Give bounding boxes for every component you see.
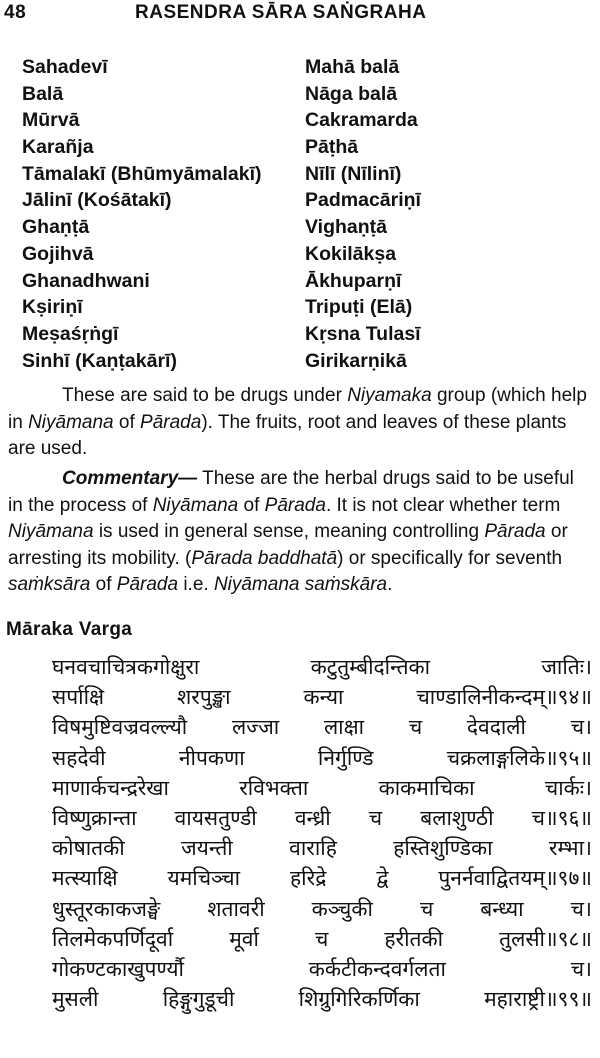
herb-name: Nīlī (Nīlinī) <box>305 162 402 185</box>
herb-name: Kṣiriṇī <box>22 296 83 319</box>
herb-name: Tripuṭi (Elā) <box>305 296 413 319</box>
verse-line: सर्पाक्षि शरपुङ्खा कन्या चाण्डालिनीकन्दम्॥९४॥ <box>52 685 592 710</box>
herb-name: Balā <box>22 82 64 105</box>
herb-row <box>22 321 582 348</box>
herb-name: Mahā balā <box>305 56 400 78</box>
herb-name: Padmacāriṇī <box>305 189 421 212</box>
herb-list <box>22 54 582 374</box>
herb-name: Jālinī (Kośātakī) <box>22 189 172 212</box>
herb-row <box>22 161 582 188</box>
verse-line: मुसली हिङ्गुगुडूची शिग्रुगिरिकर्णिका महाराष्ट्री॥९९॥ <box>52 987 592 1012</box>
herb-row <box>22 268 582 295</box>
verse-line: माणार्कचन्द्ररेखा रविभक्ता काकमाचिका चार्कः। <box>52 775 592 800</box>
herb-row <box>22 348 582 375</box>
herb-name: Ākhuparṇī <box>305 269 402 292</box>
herb-name: Ghaṇṭā <box>22 216 90 239</box>
herb-row <box>22 214 582 241</box>
herb-name: Meṣaśṛṅgī <box>22 322 119 345</box>
verse-line: विष्णुक्रान्ता वायसतुण्डी वन्ध्री च बलाशुण्ठी च॥९६॥ <box>52 805 592 830</box>
herb-name: Vighaṇṭā <box>305 216 387 239</box>
verse-line: घनवचाचित्रकगोक्षुरा कटुतुम्बीदन्तिका जातिः। <box>52 655 592 679</box>
niyamaka-paragraph: These are said to be drugs under Niyamaka group (which help in Niyāmana of Pārada). The fruits, root and leaves of these plants are used. <box>8 385 587 459</box>
section-heading: Māraka Varga <box>6 619 133 640</box>
herb-name: Cakramarda <box>305 109 418 132</box>
commentary-label: Commentary— <box>62 468 198 489</box>
verse-line: कोषातकी जयन्ती वाराहि हस्तिशुण्डिका रम्भा। <box>52 836 592 861</box>
herb-name: Pāṭhā <box>305 136 359 159</box>
herb-row <box>22 241 582 268</box>
herb-name: Sinhī (Kaṇṭakārī) <box>22 349 177 372</box>
verse-line: गोकण्टकाखुपर्ण्यौ कर्कटीकन्दवर्गलता च। <box>52 956 592 981</box>
herb-row <box>22 107 582 134</box>
herb-name: Girikarṇikā <box>305 349 407 372</box>
herb-row <box>22 187 582 214</box>
herb-name: Nāga balā <box>305 82 398 105</box>
herb-name: Mūrvā <box>22 109 80 132</box>
verse-line: विषमुष्टिवज्रवल्ल्यौ लज्जा लाक्षा च देवदाली च। <box>52 715 592 740</box>
herb-name: Kṛsna Tulasī <box>305 322 421 345</box>
herb-name: Gojihvā <box>22 242 94 265</box>
herb-row <box>22 294 582 321</box>
herb-name: Tāmalakī (Bhūmyāmalakī) <box>22 162 262 185</box>
herb-name: Sahadevī <box>22 56 108 78</box>
herb-row <box>22 134 582 161</box>
herb-row <box>22 81 582 108</box>
sanskrit-verses <box>52 652 592 1014</box>
verse-line: धुस्तूरकाकजङ्घे शतावरी कञ्चुकी च बन्ध्या च। <box>52 896 592 921</box>
herb-name: Karañja <box>22 136 94 159</box>
herb-name: Ghanadhwani <box>22 269 150 292</box>
herb-name: Kokilākṣa <box>305 242 397 265</box>
page-number: 48 <box>4 2 27 23</box>
running-title: RASENDRA SĀRA SAṄGRAHA <box>135 2 427 23</box>
commentary-paragraph: Commentary— These are the herbal drugs said to be useful in the process of Niyāmana of Pārada. It is not clear whether term Niyāmana is used in general sense, meaning controlling Pārada or arresting its mobility. (Pārada baddhatā) or specifically for seventh saṁksāra of Pārada i.e. Niyāmana saṁskāra. <box>8 468 574 595</box>
herb-row <box>22 54 582 81</box>
verse-line: सहदेवी नीपकणा निर्गुण्डि चक्रलाङ्गलिके॥९५॥ <box>52 745 592 770</box>
verse-line: मत्स्याक्षि यमचिञ्चा हरिद्रे द्वे पुनर्नवाद्वितयम्॥९७॥ <box>52 866 592 891</box>
verse-line: तिलमेकपर्णिदूर्वा मूर्वा च हरीतकी तुलसी॥९८॥ <box>52 926 592 951</box>
